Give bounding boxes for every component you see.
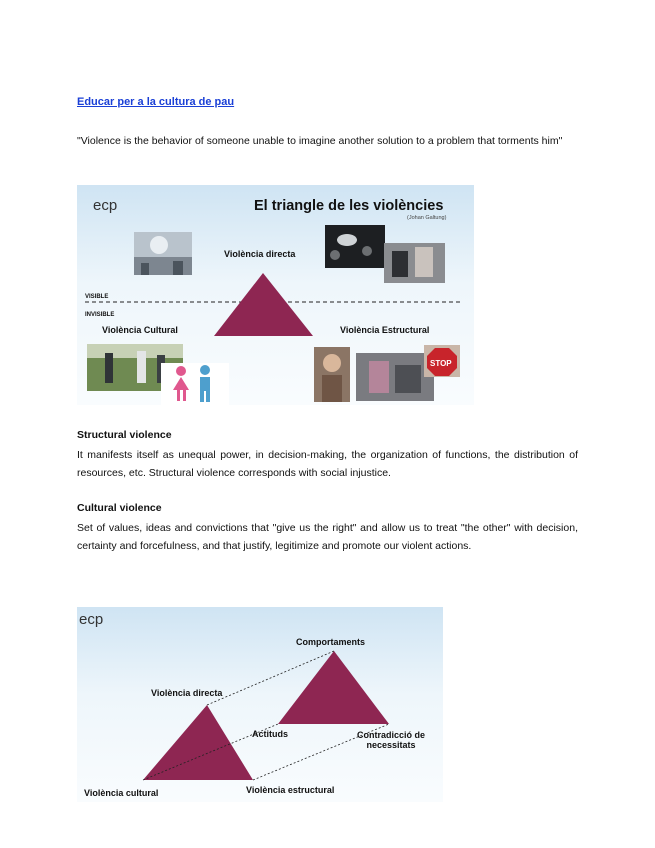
label-contradiccio [357,730,425,750]
violence-triangle-diagram [77,185,474,405]
two-triangles-overlay [77,607,447,807]
structural-violence-text: It manifests itself as unequal power, in decision-making, the organization of functions, the distribution of resources, etc. Structural violence corresponds with social injustice. [77,449,578,479]
stop-sign-text: STOP [430,359,452,368]
poverty-photo [356,353,434,401]
label-violencia-estructural: Violència Estructural [340,325,430,335]
violence-triangle [214,273,313,336]
triangle-right [278,651,389,724]
label-actituds: Actituds [252,729,288,739]
label-contradiccio-line1: Contradicció de [357,730,426,740]
attack-photo [384,243,445,283]
label-violencia-directa: Violència directa [224,249,296,259]
structural-violence-heading: Structural violence [77,429,172,441]
label-violencia-directa-2: Violència directa [151,688,223,698]
cultural-violence-heading: Cultural violence [77,502,162,514]
gender-icons [161,363,229,405]
ecp-logo-2: ecp [79,611,104,628]
triangle-left [143,705,253,780]
homeless-child-photo [314,347,350,402]
triangle-subtitle: (Johan Galtung) [407,215,447,221]
label-visible: VISIBLE [85,294,109,300]
label-contradiccio-line2: necessitats [366,740,416,750]
protest-photo [325,225,385,268]
ecp-logo: ecp [93,197,118,214]
galtung-quote: "Violence is the behavior of someone unable to imagine another solution to a problem that torments him" [77,135,563,147]
violence-triangle-figure [77,185,474,405]
war-photo [134,232,192,275]
stop-sign-photo [424,345,460,377]
label-violencia-cultural: Violència Cultural [102,325,178,335]
label-comportaments: Comportaments [296,637,366,647]
educar-cultura-pau-link[interactable]: Educar per a la cultura de pau [77,96,235,108]
label-invisible: INVISIBLE [85,312,115,318]
label-violencia-cultural-2: Violència cultural [84,788,159,798]
triangle-title: El triangle de les violències [254,198,444,214]
cultural-violence-text: Set of values, ideas and convictions that "give us the right" and allow us to treat "the other" with decision, certainty and forcefulness, and that justify, legitimize and promote our violent actions. [77,522,578,552]
label-violencia-estructural-2: Violència estructural [246,785,335,795]
